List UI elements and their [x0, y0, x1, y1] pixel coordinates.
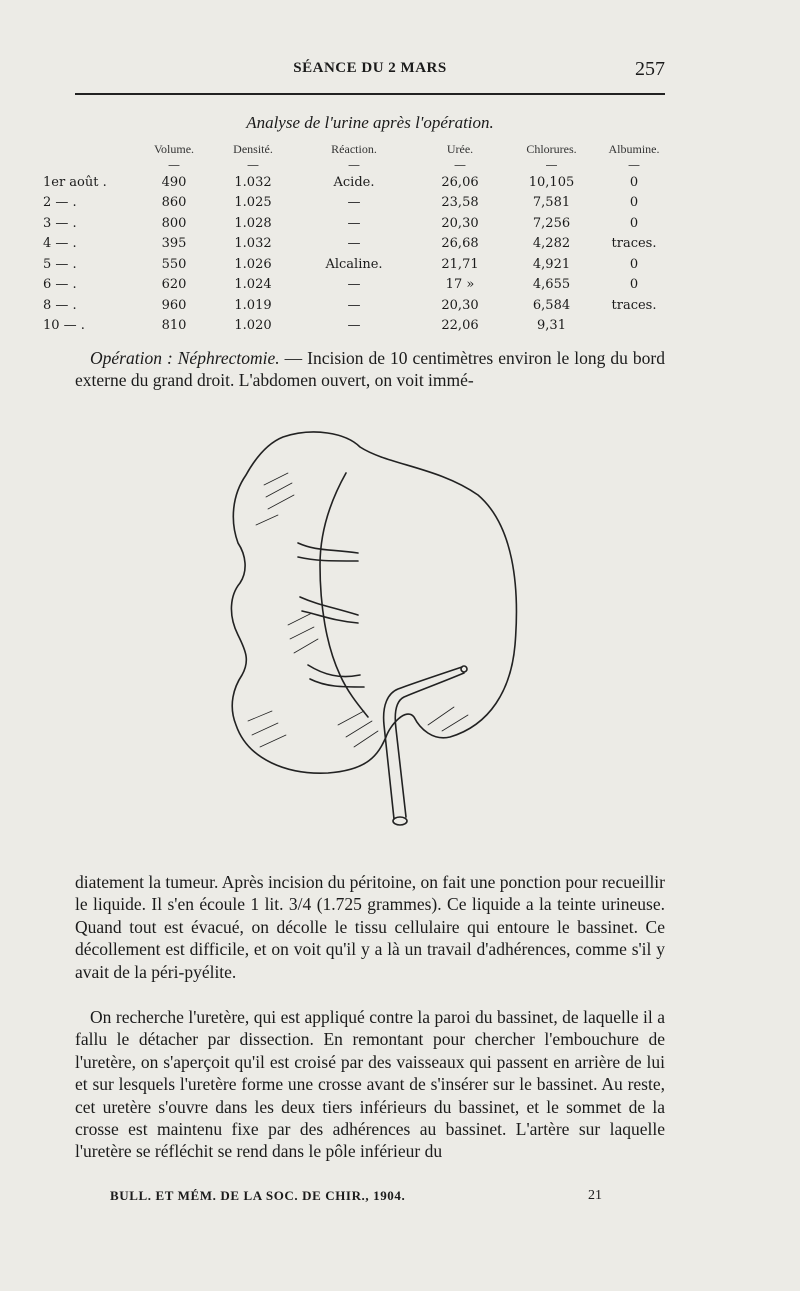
cell-reaction: —: [347, 215, 361, 231]
running-head: [75, 58, 665, 82]
cell-date: 5 — .: [43, 256, 77, 272]
cell-date: 10 — .: [43, 318, 85, 334]
cell-chlorures: 7,581: [532, 195, 571, 211]
table-header-row: [40, 140, 675, 158]
column-header-albumine: Albumine.: [608, 141, 660, 156]
cell-uree: 22,06: [441, 318, 479, 334]
table-row: [40, 254, 675, 275]
cell-chlorures: 9,31: [537, 318, 566, 334]
cell-densite: 1.025: [234, 195, 272, 211]
column-header-reaction: Réaction.: [331, 141, 377, 156]
cell-reaction: —: [347, 318, 361, 334]
cell-uree: 26,68: [441, 236, 479, 252]
table-row: [40, 295, 675, 316]
header-dash-row: [40, 158, 675, 172]
table-row: [40, 213, 675, 234]
cell-reaction: —: [347, 277, 361, 293]
cell-volume: 395: [161, 236, 187, 252]
header-dash: —: [545, 158, 558, 172]
kidney-illustration: [228, 425, 528, 845]
cell-albumine: 0: [629, 195, 639, 211]
operation-text: — Incision de 10 centimètres environ le long du bord externe du grand droit. L'abdomen ouvert, on voit immé-: [75, 348, 665, 391]
cell-uree: 26,06: [441, 174, 479, 190]
paragraph-tumor: diatement la tumeur. Après incision du péritoine, on fait une ponction pour recueillir le liquide. Il s'en écoule 1 lit. 3/4 (1.725 grammes). Ce liquide a la teinte urineuse. Quand tout est évacué, on décolle le tissu cellulaire qui entoure le bassinet. Ce décollement est difficile, et on voit qu'il y a là un travail d'adhérences, comme s'il y avait de la péri-pyélite.: [75, 872, 665, 982]
cell-uree: 21,71: [441, 256, 479, 272]
cell-albumine: 0: [629, 215, 639, 231]
cell-reaction: —: [347, 297, 361, 313]
header-dash: —: [628, 158, 640, 172]
paragraph-operation: [75, 347, 665, 392]
cell-date: 4 — .: [43, 236, 77, 252]
cell-date: 2 — .: [43, 195, 77, 211]
header-dash: —: [168, 158, 180, 172]
cell-chlorures: 4,655: [532, 277, 571, 293]
signature-mark: 21: [588, 1188, 602, 1203]
header-dash: —: [348, 158, 360, 172]
cell-reaction: —: [347, 236, 361, 252]
cell-albumine: traces.: [611, 297, 657, 313]
table-caption: Analyse de l'urine après l'opération.: [246, 113, 494, 132]
cell-date: 1er août .: [43, 174, 107, 190]
footer-source: BULL. ET MÉM. DE LA SOC. DE CHIR., 1904.: [110, 1188, 406, 1203]
cell-densite: 1.032: [234, 174, 272, 190]
cell-reaction: —: [347, 195, 361, 211]
table-row: [40, 316, 675, 337]
column-header-chlorures: Chlorures.: [526, 141, 577, 156]
cell-chlorures: 10,105: [528, 174, 575, 190]
cell-date: 3 — .: [43, 215, 77, 231]
cell-chlorures: 4,282: [532, 236, 571, 252]
paragraph-ureter: On recherche l'uretère, qui est appliqué contre la paroi du bassinet, de laquelle il a fallu le détacher par dissection. En remontant pour chercher l'embouchure de l'uretère, on s'aperçoit qu'il est croisé par des vaisseaux qui passent en arrière de lui et sur lesquels l'uretère forme une crosse avant de s'insérer sur le bassinet. Au reste, cet uretère s'ouvre dans les deux tiers inférieurs du bassinet, et le sommet de la crosse est maintenu fixe par des adhérences au bassinet. L'artère sur laquelle l'uretère se réfléchit se rend dans le pôle inférieur du: [75, 1007, 665, 1162]
cell-chlorures: 7,256: [532, 215, 571, 231]
cell-uree: 17 »: [445, 277, 475, 293]
cell-date: 6 — .: [43, 277, 77, 293]
cell-volume: 960: [161, 297, 187, 313]
cell-densite: 1.020: [234, 318, 272, 334]
cell-volume: 860: [161, 195, 187, 211]
cell-reaction: Alcaline.: [325, 256, 383, 272]
column-header-densite: Densité.: [233, 141, 273, 156]
cell-densite: 1.019: [234, 297, 272, 313]
cell-uree: 23,58: [441, 195, 479, 211]
column-header-date: [40, 140, 140, 158]
cell-albumine: 0: [629, 277, 639, 293]
cell-chlorures: 6,584: [532, 297, 571, 313]
cell-volume: 490: [161, 174, 187, 190]
running-head-title: SÉANCE DU 2 MARS: [293, 60, 447, 76]
cell-densite: 1.032: [234, 236, 272, 252]
page-footer: [110, 1188, 610, 1210]
cell-uree: 20,30: [441, 215, 479, 231]
column-header-uree: Urée.: [446, 141, 474, 156]
header-rule: [75, 93, 665, 95]
cell-chlorures: 4,921: [532, 256, 571, 272]
operation-heading: Opération : Néphrectomie.: [90, 348, 280, 368]
cell-volume: 810: [161, 318, 187, 334]
column-header-volume: Volume.: [153, 141, 195, 156]
table-row: [40, 234, 675, 255]
cell-densite: 1.026: [234, 256, 272, 272]
urine-analysis-table: [40, 140, 675, 336]
cell-densite: 1.024: [234, 277, 272, 293]
table-row: [40, 193, 675, 214]
table-row: [40, 172, 675, 193]
cell-uree: 20,30: [441, 297, 479, 313]
page-number: 257: [635, 58, 665, 80]
cell-albumine: 0: [629, 256, 639, 272]
cell-albumine: traces.: [611, 236, 657, 252]
cell-volume: 800: [161, 215, 187, 231]
table-row: [40, 275, 675, 296]
cell-volume: 550: [161, 256, 187, 272]
cell-albumine: 0: [629, 174, 639, 190]
cell-date: 8 — .: [43, 297, 77, 313]
cell-densite: 1.028: [234, 215, 272, 231]
header-dash: —: [454, 158, 466, 172]
cell-volume: 620: [161, 277, 187, 293]
cell-albumine: [593, 316, 675, 337]
header-dash: —: [247, 158, 259, 172]
cell-reaction: Acide.: [333, 174, 375, 190]
